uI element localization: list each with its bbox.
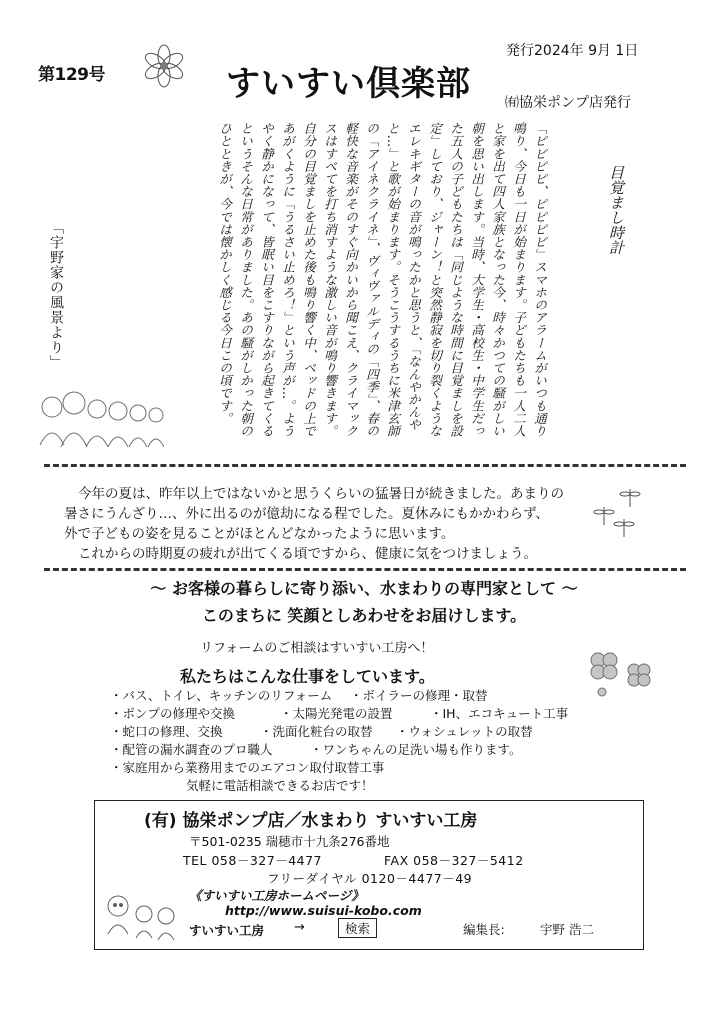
service-item: 気軽に電話相談できるお店です！ xyxy=(186,778,374,793)
service-item: ・ウォシュレットの取替 xyxy=(396,724,533,739)
editor-label: 編集長: xyxy=(463,922,505,937)
tagline-line-1: ～ お客様の暮らしに寄り添い、水まわりの専門家として ～ xyxy=(150,579,578,598)
summer-message xyxy=(64,484,604,564)
service-item: ・太陽光発電の設置 xyxy=(280,706,393,721)
dragonfly-icon xyxy=(590,485,650,545)
service-item: ・ワンちゃんの足洗い場も作ります。 xyxy=(310,742,522,757)
column-title: 目覚まし時計 xyxy=(607,165,625,255)
address: 〒501-0235 瑞穂市十九条276番地 xyxy=(189,834,390,849)
summer-line: 今年の夏は、昨年以上ではないかと思うくらいの猛暑日が続きました。あまりの xyxy=(78,486,564,502)
brand-name: すいすい工房 xyxy=(189,923,265,938)
search-button[interactable]: 検索 xyxy=(338,918,377,938)
issue-number: 第129号 xyxy=(38,65,105,85)
column-body: 「ピピピピ、ピピピピ」スマホのアラームがいつも通り鳴り、今日も一日が始まります。子どもたちも一人二人と家を出て四人家族となった今、時々かつての騒がしい朝を思い出します。当時、大学生・高校生・中学生だった五人の子どもたちは「同じような時間に目覚ましを設定」しており、ジャーン！と突然静寂を切り裂くようなエレキギターの音が鳴ったかと思うと、「なんやかんやと…」と歌が始まります。そうこうするうちに米津玄師の「アイネクライネ」、ヴィヴァルディの「四季」、春の軽快な音楽がそのすぐ向かいから聞こえ、クライマックスはすべてを打ち消すような激しい音が鳴り響きます。自分の目覚ましを止めた後も鳴り響く中、ベッドの上であがくように「うるさい止めろ！」という声が…。ようやく静かになって、皆眠い目をこすりながら起きてくるというそんな日常がありました。あの騒がしかった朝のひとときが、今では懐かしく感じる今日この頃です。 xyxy=(217,122,547,437)
phone-number: TEL 058－327－4477 xyxy=(183,853,322,868)
tagline xyxy=(64,575,664,629)
publisher: ㈲協栄ポンプ店発行 xyxy=(505,95,631,111)
homepage-link[interactable]: http://www.suisui-kobo.com xyxy=(225,903,422,918)
service-item: ・ポンプの修理や交換 xyxy=(110,706,236,721)
side-caption: 「宇野家の風景より」 xyxy=(48,220,64,370)
summer-line: これからの時期夏の疲れが出てくる頃ですから、健康に気をつけましょう。 xyxy=(78,546,537,562)
newsletter-title: すいすい倶楽部 xyxy=(226,64,471,104)
fax-number: FAX 058－327－5412 xyxy=(384,853,524,868)
services-title: 私たちはこんな仕事をしています。 xyxy=(180,667,435,686)
publish-date: 発行2024年 9月 1日 xyxy=(506,43,639,59)
service-item: ・バス、トイレ、キッチンのリフォーム xyxy=(110,688,333,703)
tagline-line-2: このまちに 笑顔としあわせをお届けします。 xyxy=(201,606,527,625)
company-name: (有) 協栄ポンプ店／水まわり すいすい工房 xyxy=(144,811,478,831)
summer-line: 暑さにうんざり…、外に出るのが億劫になる程でした。夏休みにもかかわらず、 xyxy=(64,506,549,522)
services-list xyxy=(110,687,590,795)
divider-bottom xyxy=(44,568,686,571)
service-item: ・配管の漏水調査のプロ職人 xyxy=(110,742,273,757)
service-item: ・洗面化粧台の取替 xyxy=(260,724,373,739)
service-item: ・ボイラーの修理・取替 xyxy=(350,688,488,703)
editor-name: 宇野 浩二 xyxy=(540,922,594,937)
arrow-icon: → xyxy=(294,920,305,935)
service-item: ・家庭用から業務用までのエアコン取付取替工事 xyxy=(110,760,385,775)
clover-icon xyxy=(584,648,656,700)
service-item: ・蛇口の修理、交換 xyxy=(110,724,223,739)
summer-line: 外で子どもの姿を見ることがほとんどなかったように思います。 xyxy=(64,526,455,542)
free-dial: フリーダイヤル 0120－4477－49 xyxy=(267,871,473,886)
flower-icon xyxy=(138,42,190,94)
service-item: ・IH、エコキュート工事 xyxy=(430,706,569,721)
homepage-title: 《すいすい工房ホームページ》 xyxy=(189,888,364,903)
family-illustration xyxy=(34,385,164,455)
reform-notice: リフォームのご相談はすいすい工房へ！ xyxy=(200,641,434,656)
divider-top xyxy=(44,464,686,467)
mascot-icon xyxy=(100,890,182,942)
